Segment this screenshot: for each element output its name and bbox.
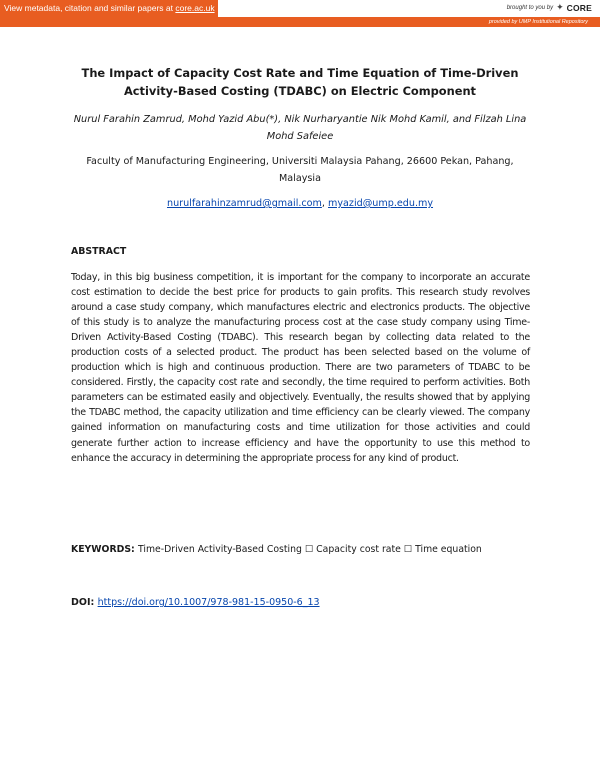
doi-label: DOI: [71,597,98,608]
paper-emails [60,197,540,211]
brought-by-core[interactable] [507,2,592,13]
core-banner-text: View metadata, citation and similar papers at [4,3,176,13]
core-logo-icon: ✦ [556,2,564,12]
paper-title: The Impact of Capacity Cost Rate and Time Equation of Time-Driven Activity-Based Costing (TDABC) on Electric Component [81,66,519,98]
paper-affiliation: Faculty of Manufacturing Engineering, Universiti Malaysia Pahang, 26600 Pekan, Pahang, Malaysia [86,156,514,184]
brought-to-you-text: brought to you by [506,4,554,11]
email-link-1[interactable]: nurulfarahinzamrud@gmail.com [166,198,322,209]
doi-line [71,597,320,608]
core-metadata-link[interactable] [0,0,218,17]
keywords-line [71,544,482,555]
keywords-text: Time-Driven Activity-Based Costing ☐ Capacity cost rate ☐ Time equation [137,544,482,555]
keywords-label: KEYWORDS: [71,544,138,555]
core-ac-uk-link[interactable]: core.ac.uk [175,3,215,13]
email-separator: , [321,198,329,209]
abstract-heading: ABSTRACT [71,246,127,257]
email-link-2[interactable]: myazid@ump.edu.my [328,198,434,209]
doi-link[interactable]: https://doi.org/10.1007/978-981-15-0950-6_13 [97,597,320,608]
core-banner [0,0,600,17]
core-logo-text: CORE [566,2,592,13]
abstract-body: Today, in this big business competition, it is important for the company to incorporate an accurate cost estimation to decide the best price for products to gain profits. This research study revolves around a case study company, which manufactures electric and electronics products. The objective of this study is to analyze the manufacturing process cost at the case study company using Time-Driven Activity-Based Costing (TDABC). This research began by collecting data related to the production costs of a selected product. The product has been selected based on the volume of production which is high and continuous production. There are two parameters of TDABC to be considered. Firstly, the capacity cost rate and secondly, the time required to perform activities. Both parameters can be estimated easily and objectively. Eventually, the results showed that by applying the TDABC method, the capacity utilization and time efficiency can be clearly viewed. The company gained information on manufacturing costs and time utilization for those activities and could generate further action to increase efficiency and have the opportunity to use this method to enhance the accuracy in determining the appropriate process for any kind of product. [71,272,530,464]
paper-authors: Nurul Farahin Zamrud, Mohd Yazid Abu(*), Nik Nurharyantie Nik Mohd Kamil, and Filzah Lina Mohd Safeiee [73,114,527,142]
provider-bar [0,17,600,27]
provider-text: provided by UMP Institutional Repository [488,19,588,25]
